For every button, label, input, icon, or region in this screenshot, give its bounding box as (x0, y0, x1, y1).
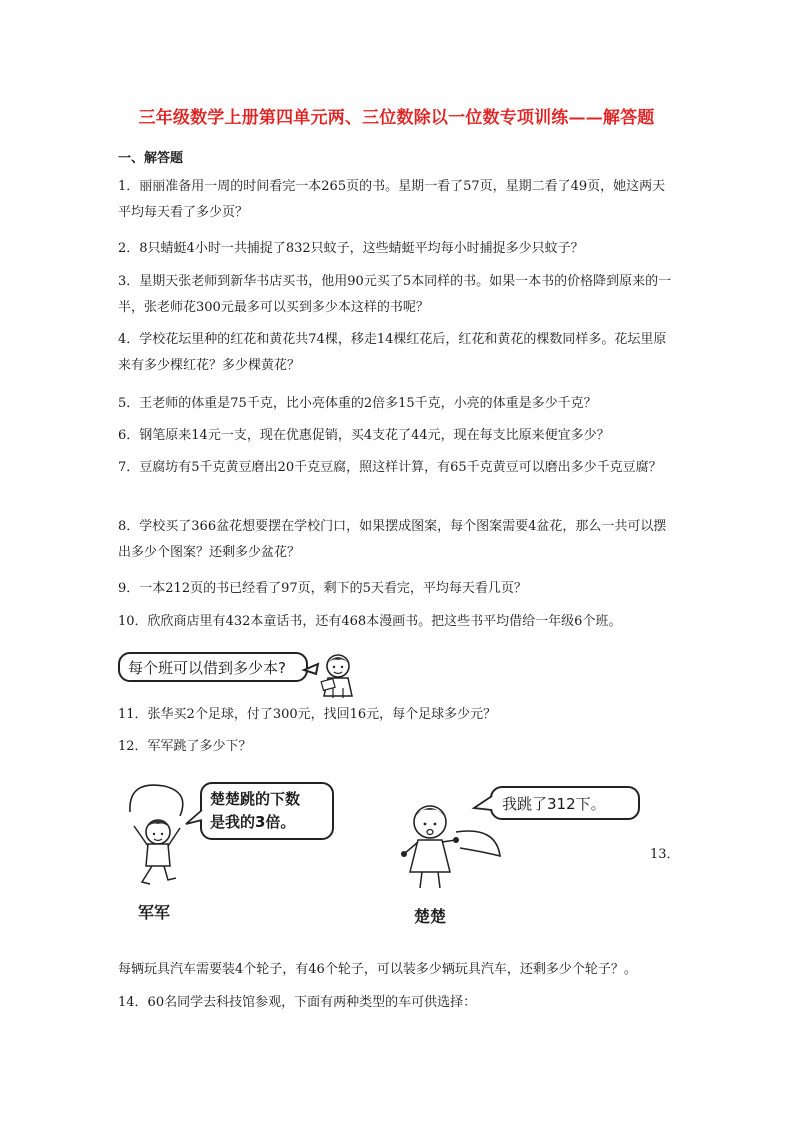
question-10: 10．欣欣商店里有432本童话书，还有468本漫画书。把这些书平均借给一年级6个班。 (118, 614, 622, 629)
speech-bubble-tail-right (474, 796, 494, 816)
question-8: 8．学校买了366盆花想要摆在学校门口，如果摆成图案，每个图案需要4盆花，那么一共可以摆出多少个图案？还剩多少盆花？ (118, 519, 667, 560)
question-2: 2．8只蜻蜓4小时一共捕捉了832只蚊子，这些蜻蜓平均每小时捕捉多少只蚊子？ (118, 241, 584, 256)
question-4: 4．学校花坛里种的红花和黄花共74棵，移走14棵红花后，红花和黄花的棵数同样多。花坛里原来有多少棵红花？多少棵黄花？ (118, 332, 667, 373)
question-6: 6．钢笔原来14元一支，现在优惠促销，买4支花了44元，现在每支比原来便宜多少？ (118, 428, 610, 443)
question-14: 14．60名同学去科技馆参观，下面有两种类型的车可供选择： (118, 995, 477, 1010)
page-title: 三年级数学上册第四单元两、三位数除以一位数专项训练——解答题 (138, 108, 655, 128)
boy-jumping-rope-illustration (120, 782, 210, 892)
question-12: 12．军军跳了多少下？ (118, 739, 252, 754)
caption-junjun: 军军 (138, 903, 171, 922)
question-5: 5．王老师的体重是75千克，比小亮体重的2倍多15千克，小亮的体重是多少千克？ (118, 396, 597, 411)
caption-chuchu: 楚楚 (414, 907, 447, 926)
speech-bubble: 每个班可以借到多少本? (118, 652, 308, 682)
speech-bubble-left: 楚楚跳的下数 是我的3倍。 (200, 782, 334, 840)
question-13: 每辆玩具汽车需要装4个轮子，有46个轮子，可以装多少辆玩具汽车，还剩多少个轮子？。 (118, 962, 637, 977)
speech-bubble-right: 我跳了312下。 (490, 786, 640, 820)
speech-bubble-tail (186, 810, 204, 828)
girl-reading-illustration (300, 652, 370, 698)
question-1: 1．丽丽准备用一周的时间看完一本265页的书。星期一看了57页，星期二看了49页，她这两天平均每天看了多少页？ (118, 179, 666, 220)
question-9: 9．一本212页的书已经看了97页，剩下的5天看完，平均每天看几页？ (118, 581, 527, 596)
question-3: 3．星期天张老师到新华书店买书，他用90元买了5本同样的书。如果一本书的价格降到原来的一半，张老师花300元最多可以买到多少本这样的书呢？ (118, 274, 672, 315)
section-heading: 一、解答题 (118, 151, 184, 166)
question-13-number: 13． (650, 847, 680, 862)
question-7: 7．豆腐坊有5千克黄豆磨出20千克豆腐，照这样计算，有65千克黄豆可以磨出多少千克豆腐？ (118, 460, 662, 475)
question-11: 11．张华买2个足球，付了300元，找回16元，每个足球多少元？ (118, 707, 497, 722)
